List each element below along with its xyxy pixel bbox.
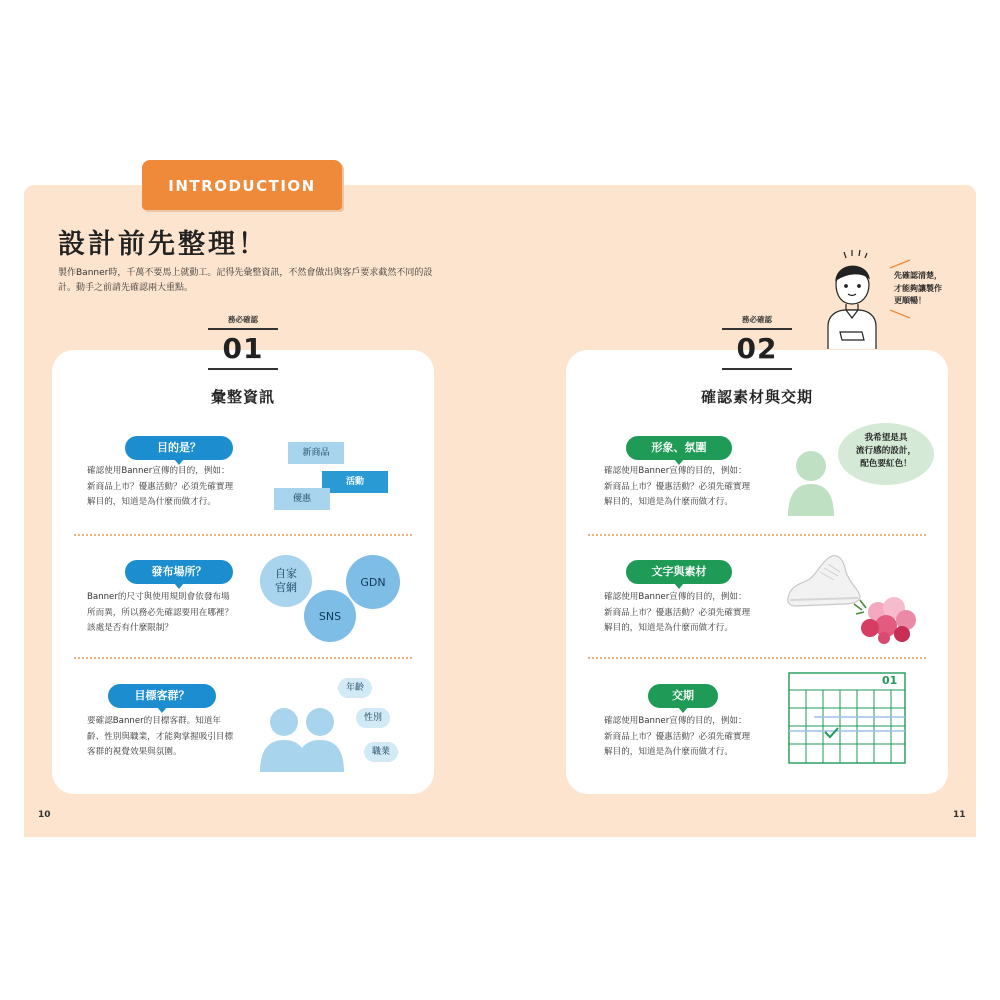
bubble-age: 年齡 [338,678,372,698]
desc-text-assets [604,590,750,637]
desc-line: 解目的，知道是為什麼而做才行。 [604,747,733,757]
circle-label: 官網 [275,581,297,594]
section-number-02: 02 [722,330,792,370]
note-line-3: 更順暢！ [894,296,926,305]
desc-line: 齡、性別與職業，才能夠掌握吸引目標 [87,731,234,742]
pill-placement: 發布場所？ [125,560,233,584]
circle-sns: SNS [304,590,356,642]
must-check-label: 務必確認 [208,314,278,330]
page-number-right: 11 [953,810,966,820]
desc-line: 確認使用Banner宣傳的目的，例如： [87,466,230,476]
desc-line: 確認使用Banner宣傳的目的，例如： [604,592,747,602]
pill-audience: 目標客群？ [108,684,216,708]
character-note [894,270,942,308]
calendar-label: 01 [882,674,898,687]
section-number-01: 01 [208,330,278,370]
intro-paragraph [58,266,448,296]
desc-line: 客群的視覺效果與氛圍。 [87,747,182,757]
desc-line: 新商品上市？優惠活動？必須先確實理 [604,607,751,618]
client-person-icon [786,448,836,516]
desc-line: 該處是否有什麼限制？ [87,623,173,633]
desc-line: 新商品上市？優惠活動？必須先確實理 [87,481,234,492]
pill-text-assets: 文字與素材 [626,560,732,584]
desc-line: 解目的，知道是為什麼而做才行。 [604,623,733,633]
note-line-1: 先確認清楚， [894,271,942,280]
introduction-tab: INTRODUCTION [142,160,342,210]
client-speech-bubble [838,423,934,485]
bubble-job: 職業 [364,742,398,762]
desc-line: 解目的，知道是為什麼而做才行。 [87,497,216,507]
desc-placement [87,590,233,637]
circle-label: 自家 [275,567,297,580]
pill-image-mood: 形象、氛圍 [626,436,732,460]
bubble-gender: 性別 [356,708,390,728]
pill-purpose: 目的是？ [125,436,233,460]
circle-gdn: GDN [346,555,400,609]
card-01 [52,350,434,794]
speech-line-2: 流行感的設計， [855,446,917,456]
flower-bouquet-image [848,594,924,644]
desc-purpose [87,464,233,511]
tag-new-product: 新商品 [288,442,344,464]
speech-line-3: 配色要紅色！ [860,459,912,469]
desc-line: 要確認Banner的目標客群。知道年 [87,716,222,726]
divider [74,534,412,536]
note-line-2: 才能夠讓製作 [894,283,942,293]
speech-line-1: 我希望是具 [864,433,908,443]
circle-own-site [260,555,312,607]
pill-deadline: 交期 [648,684,718,708]
people-icon [258,704,352,772]
desc-line: 解目的，知道是為什麼而做才行。 [604,497,733,507]
number-block-02 [722,314,792,370]
desc-image-mood [604,464,750,511]
tag-discount: 優惠 [274,488,330,510]
desc-audience [87,714,233,761]
divider [588,657,926,659]
intro-line-2: 計。動手之前請先確認兩大重點。 [58,283,194,293]
tag-activity: 活動 [322,471,388,493]
desc-line: Banner的尺寸與使用規則會依發布場 [87,592,230,602]
desc-line: 新商品上市？優惠活動？必須先確實理 [604,481,751,492]
desc-deadline [604,714,750,761]
page-title: 設計前先整理！ [58,229,268,260]
card-02-title: 確認素材與交期 [700,388,813,406]
desc-line: 確認使用Banner宣傳的目的，例如： [604,466,747,476]
card-02 [566,350,948,794]
desc-line: 所而異，所以務必先確認要用在哪裡？ [87,607,234,618]
page-number-left: 10 [38,810,51,820]
divider [588,534,926,536]
intro-line-1: 製作Banner時，千萬不要馬上就動工。記得先彙整資訊，不然會做出與客戶要求截然不同的設 [58,268,433,278]
divider [74,657,412,659]
card-01-title: 彙整資訊 [210,388,275,406]
must-check-label: 務必確認 [722,314,792,330]
desc-line: 確認使用Banner宣傳的目的，例如： [604,716,747,726]
number-block-01 [208,314,278,370]
desc-line: 新商品上市？優惠活動？必須先確實理 [604,731,751,742]
character-illustration [822,248,888,350]
